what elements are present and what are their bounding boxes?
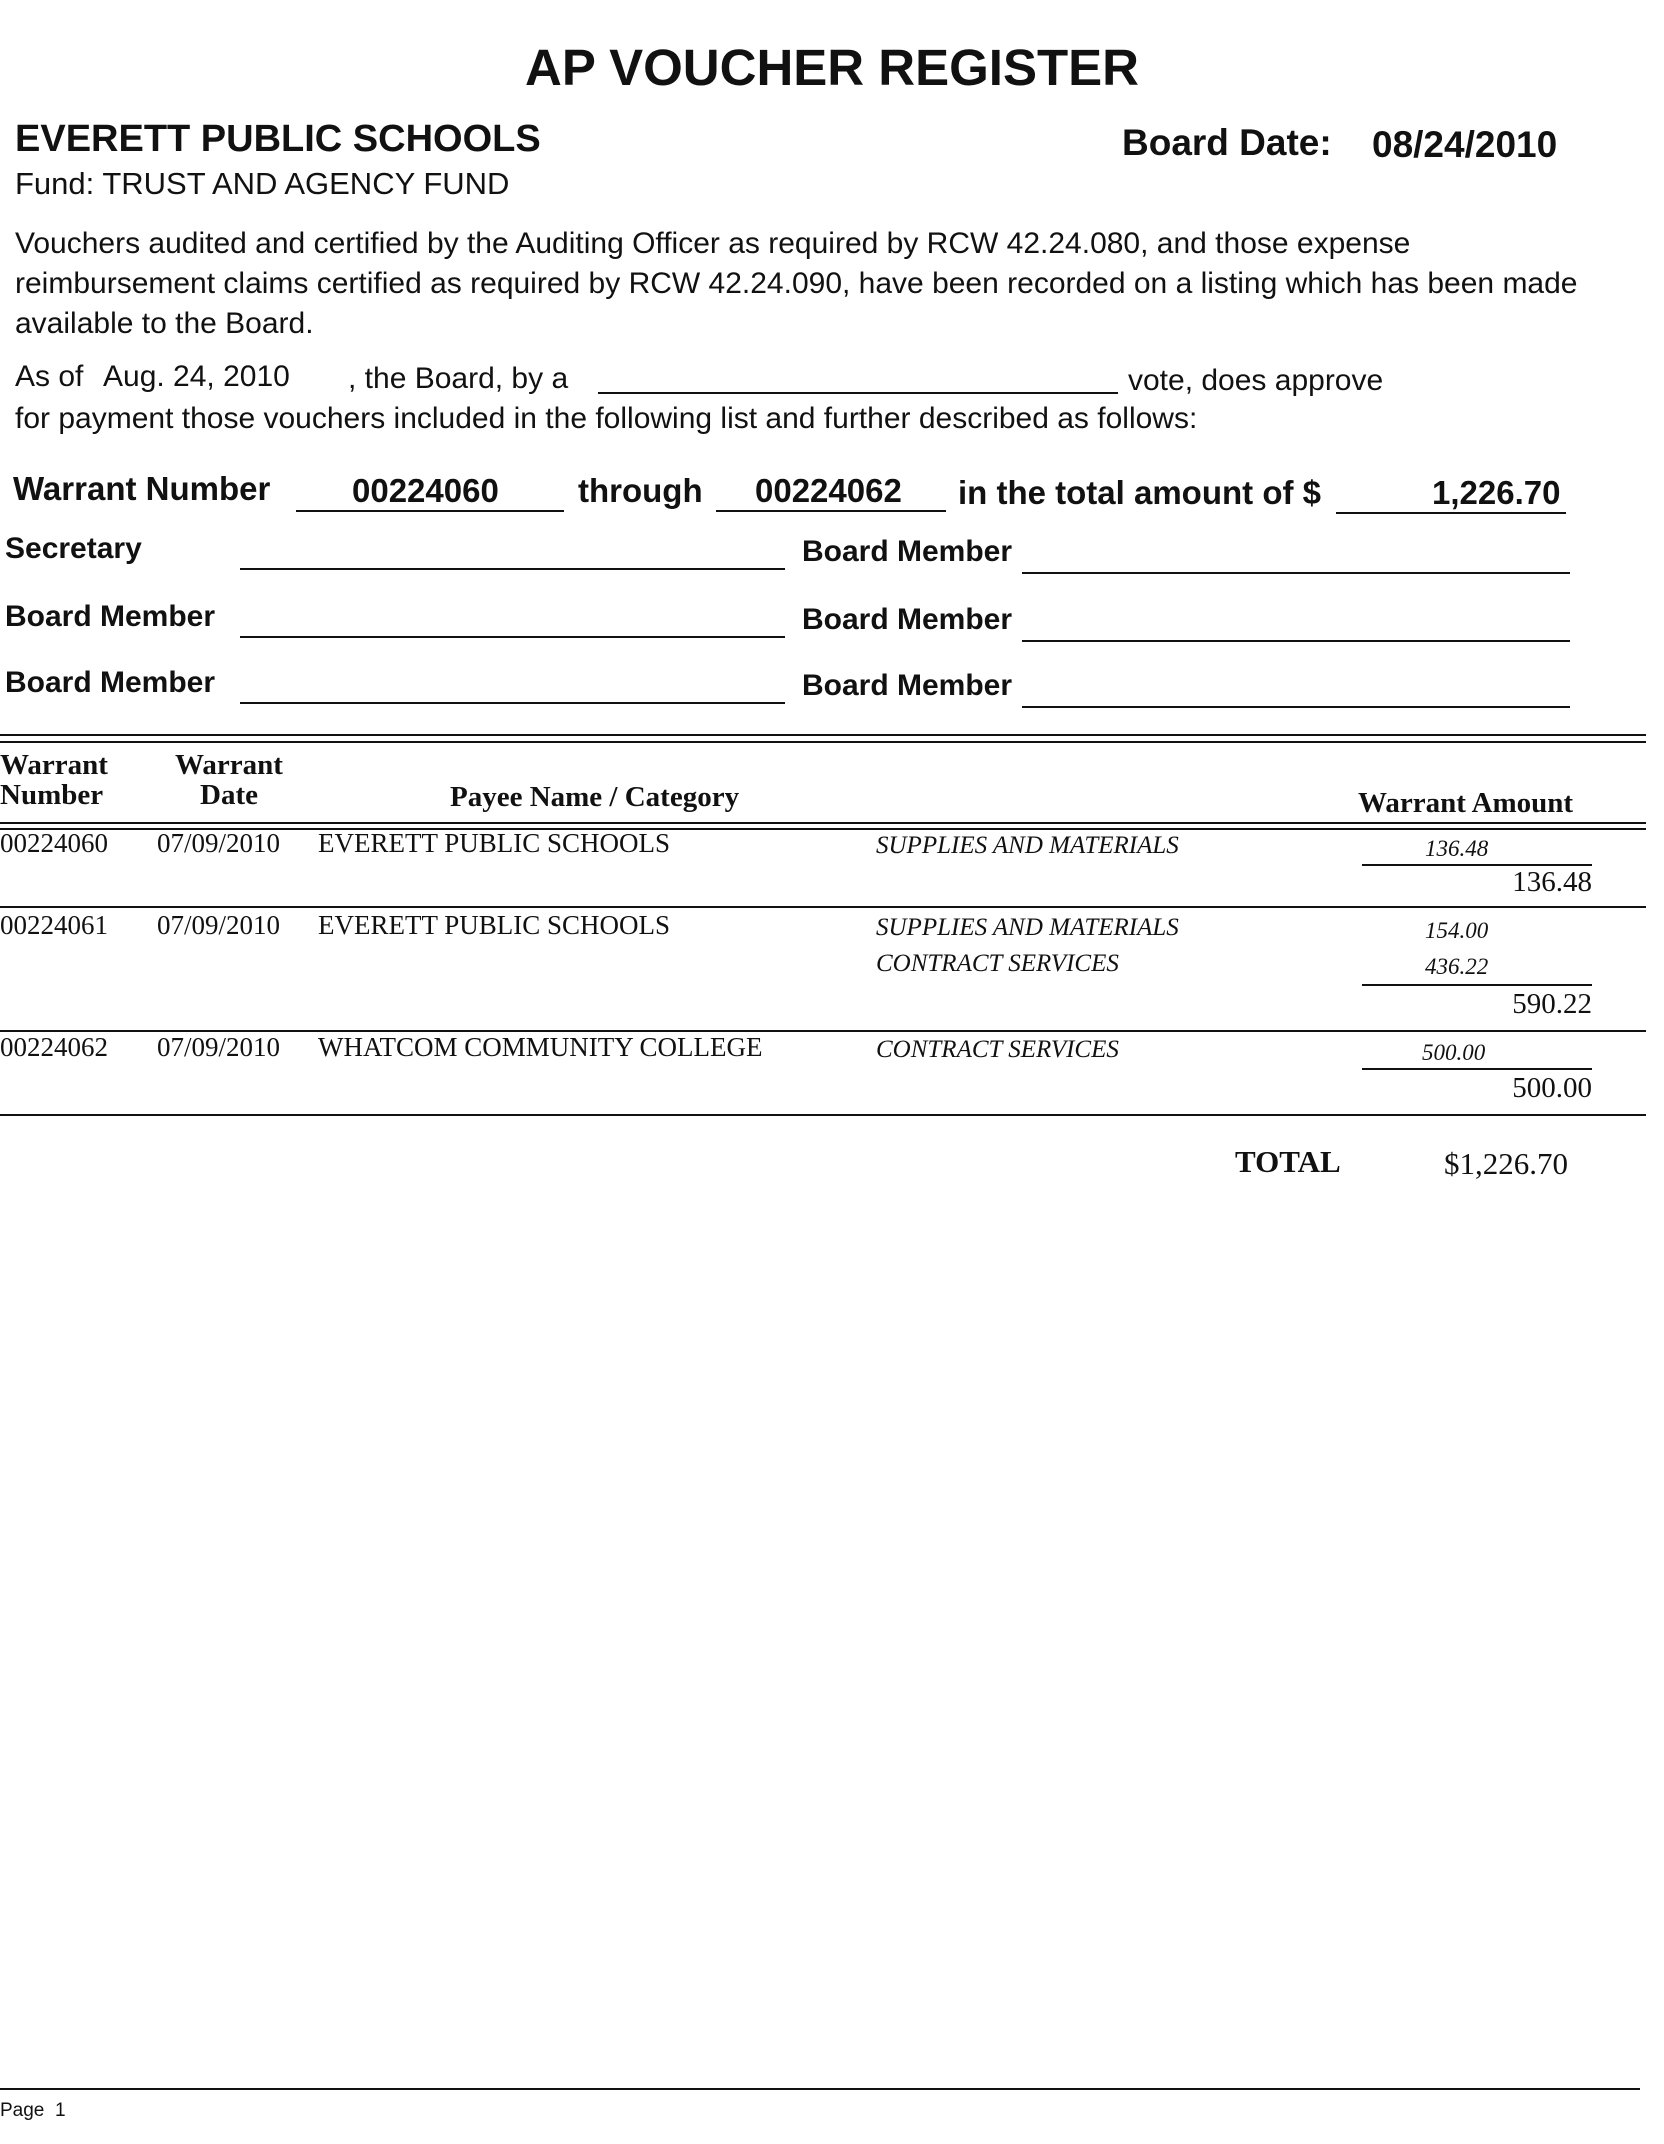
line-amount: 154.00 — [1425, 918, 1489, 943]
board-date-label: Board Date: — [1122, 122, 1332, 163]
line-amount: 136.48 — [1425, 836, 1489, 861]
board-member-signature-line — [240, 636, 785, 638]
warrant-number: 00224060 — [0, 828, 108, 858]
board-member-signature-line — [240, 702, 785, 704]
warrant-subtotal: 136.48 — [1512, 866, 1592, 898]
warrant-from: 00224060 — [352, 472, 499, 509]
payment-line: for payment those vouchers included in the following list and further described as follows: — [15, 402, 1198, 435]
page-title: AP VOUCHER REGISTER — [525, 39, 1139, 96]
col-header-warrant-date: Warrant Date — [175, 749, 283, 811]
board-member-signature-line — [1022, 640, 1570, 642]
warrant-number: 00224062 — [0, 1032, 108, 1062]
through-label: through — [578, 472, 703, 509]
amount-underline — [1362, 1068, 1592, 1070]
warrant-subtotal: 500.00 — [1512, 1072, 1592, 1104]
payee-name: EVERETT PUBLIC SCHOOLS — [318, 828, 671, 858]
board-member-label: Board Member — [802, 669, 1013, 702]
grand-total-label: TOTAL — [1235, 1144, 1341, 1179]
warrant-date: 07/09/2010 — [157, 910, 281, 940]
total-amount-value: 1,226.70 — [1432, 474, 1561, 511]
grand-total-value: $1,226.70 — [1444, 1146, 1568, 1181]
col-header-warrant-number: Warrant Number — [0, 749, 108, 811]
row-separator — [0, 906, 1646, 908]
footer-rule — [0, 2088, 1640, 2090]
warrant-to-underline — [716, 510, 946, 512]
total-amount-label: in the total amount of $ — [958, 474, 1321, 511]
line-amount: 436.22 — [1425, 954, 1489, 979]
total-amount-underline — [1336, 512, 1566, 514]
payee-name: WHATCOM COMMUNITY COLLEGE — [318, 1032, 763, 1062]
vote-suffix: vote, does approve — [1128, 364, 1384, 397]
vote-blank-line — [598, 392, 1118, 394]
board-member-label: Board Member — [5, 666, 216, 699]
as-of-prefix: As of — [15, 360, 84, 393]
board-member-label: Board Member — [5, 600, 216, 633]
amount-underline — [1362, 984, 1592, 986]
header-bottom-rule — [0, 822, 1646, 824]
board-member-label: Board Member — [802, 535, 1013, 568]
warrant-date: 07/09/2010 — [157, 828, 281, 858]
category: CONTRACT SERVICES — [876, 1036, 1119, 1063]
secretary-signature-line — [240, 568, 785, 570]
warrant-number: 00224061 — [0, 910, 108, 940]
board-by-text: , the Board, by a — [348, 362, 569, 395]
certification-text: Vouchers audited and certified by the Auditing Officer as required by RCW 42.24.080, and those expense reimbursement claims certified as required by RCW 42.24.090, have been recorded on a listing which has been made available to the Board. — [15, 227, 1578, 340]
warrant-to: 00224062 — [755, 472, 902, 509]
page-label: Page 1 — [0, 2100, 66, 2121]
secretary-label: Secretary — [5, 532, 142, 565]
table-top-rule — [0, 734, 1646, 736]
warrant-from-underline — [296, 510, 564, 512]
payee-name: EVERETT PUBLIC SCHOOLS — [318, 910, 671, 940]
as-of-date: Aug. 24, 2010 — [103, 360, 290, 393]
warrant-date: 07/09/2010 — [157, 1032, 281, 1062]
warrant-subtotal: 590.22 — [1512, 988, 1592, 1020]
row-separator — [0, 1114, 1646, 1116]
board-member-label: Board Member — [802, 603, 1013, 636]
warrant-number-label: Warrant Number — [13, 470, 271, 507]
line-amount: 500.00 — [1422, 1040, 1486, 1065]
category: SUPPLIES AND MATERIALS — [876, 832, 1179, 859]
fund-name: Fund: TRUST AND AGENCY FUND — [15, 166, 510, 201]
organization-name: EVERETT PUBLIC SCHOOLS — [15, 118, 541, 160]
table-top-rule — [0, 741, 1646, 743]
col-header-payee: Payee Name / Category — [450, 781, 740, 813]
category: CONTRACT SERVICES — [876, 950, 1119, 977]
board-member-signature-line — [1022, 572, 1570, 574]
category: SUPPLIES AND MATERIALS — [876, 914, 1179, 941]
board-date-value: 08/24/2010 — [1372, 124, 1558, 165]
page-number: 1 — [54, 2100, 66, 2121]
board-member-signature-line — [1022, 706, 1570, 708]
col-header-amount: Warrant Amount — [1358, 787, 1574, 819]
